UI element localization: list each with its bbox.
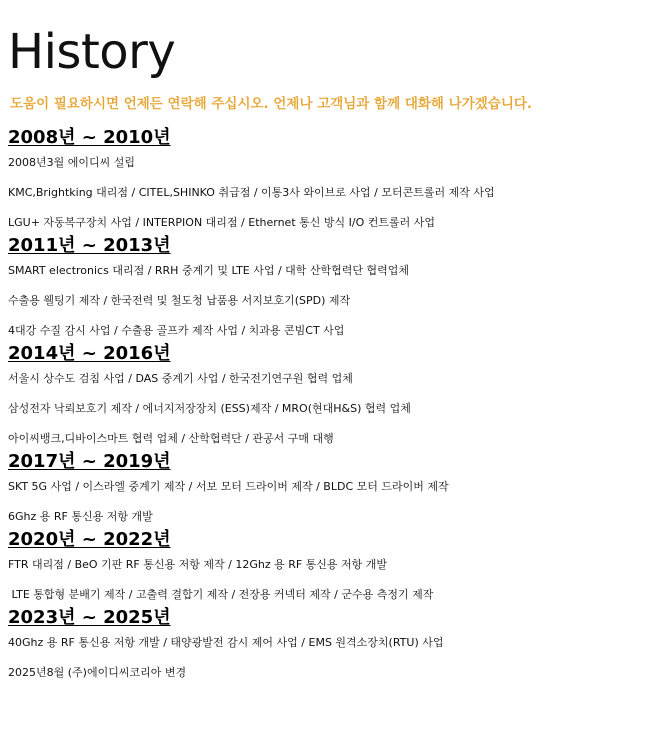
history-item: SKT 5G 사업 / 이스라엘 중계기 제작 / 서보 모터 드라이버 제작 / BLDC 모터 드라이버 제작	[8, 480, 449, 493]
period-heading: 2011년 ~ 2013년	[8, 235, 171, 256]
history-item: 아이씨뱅크,디바이스마트 협력 업체 / 산학협력단 / 관공서 구매 대행	[8, 432, 334, 445]
period-heading: 2008년 ~ 2010년	[8, 127, 171, 148]
history-item: 삼성전자 낙뢰보호기 제작 / 에너지저장장치 (ESS)제작 / MRO(현대H&S) 협력 업체	[8, 402, 411, 415]
history-item: 2025년8월 (주)에이디씨코리아 변경	[8, 666, 187, 679]
history-item: KMC,Brightking 대리점 / CITEL,SHINKO 취급점 / 이통3사 와이브로 사업 / 모터콘트롤러 제작 사업	[8, 186, 495, 199]
page-subtitle: 도움이 필요하시면 언제든 연락해 주십시오. 언제나 고객님과 함께 대화해 나가겠습니다.	[10, 96, 533, 112]
page-title: History	[8, 24, 176, 80]
history-item: 수출용 웰팅기 제작 / 한국전력 및 철도청 납품용 서지보호기(SPD) 제작	[8, 294, 351, 307]
period-heading: 2014년 ~ 2016년	[8, 343, 171, 364]
history-item: LTE 통합형 분배기 제작 / 고출력 결합기 제작 / 전장용 커넥터 제작 / 군수용 측정기 제작	[8, 588, 434, 601]
period-heading: 2020년 ~ 2022년	[8, 529, 171, 550]
history-item: 40Ghz 용 RF 통신용 저항 개발 / 태양광발전 감시 제어 사업 / EMS 원격소장치(RTU) 사업	[8, 636, 444, 649]
history-item: FTR 대리점 / BeO 기판 RF 통신용 저항 제작 / 12Ghz 용 RF 통신용 저항 개발	[8, 558, 388, 571]
history-item: 2008년3월 에이디씨 설립	[8, 156, 135, 169]
history-item: 4대강 수질 감시 사업 / 수출용 골프카 제작 사업 / 치과용 콘빔CT 사업	[8, 324, 345, 337]
history-item: SMART electronics 대리점 / RRH 중계기 및 LTE 사업 / 대학 산학협력단 협력업체	[8, 264, 410, 277]
period-heading: 2023년 ~ 2025년	[8, 607, 171, 628]
period-heading: 2017년 ~ 2019년	[8, 451, 171, 472]
history-item: 서울시 상수도 검침 사업 / DAS 중계기 사업 / 한국전기연구원 협력 업체	[8, 372, 353, 385]
history-item: 6Ghz 용 RF 통신용 저항 개발	[8, 510, 153, 523]
history-item: LGU+ 자동복구장치 사업 / INTERPION 대리점 / Ethernet 통신 방식 I/O 컨트롤러 사업	[8, 216, 435, 229]
